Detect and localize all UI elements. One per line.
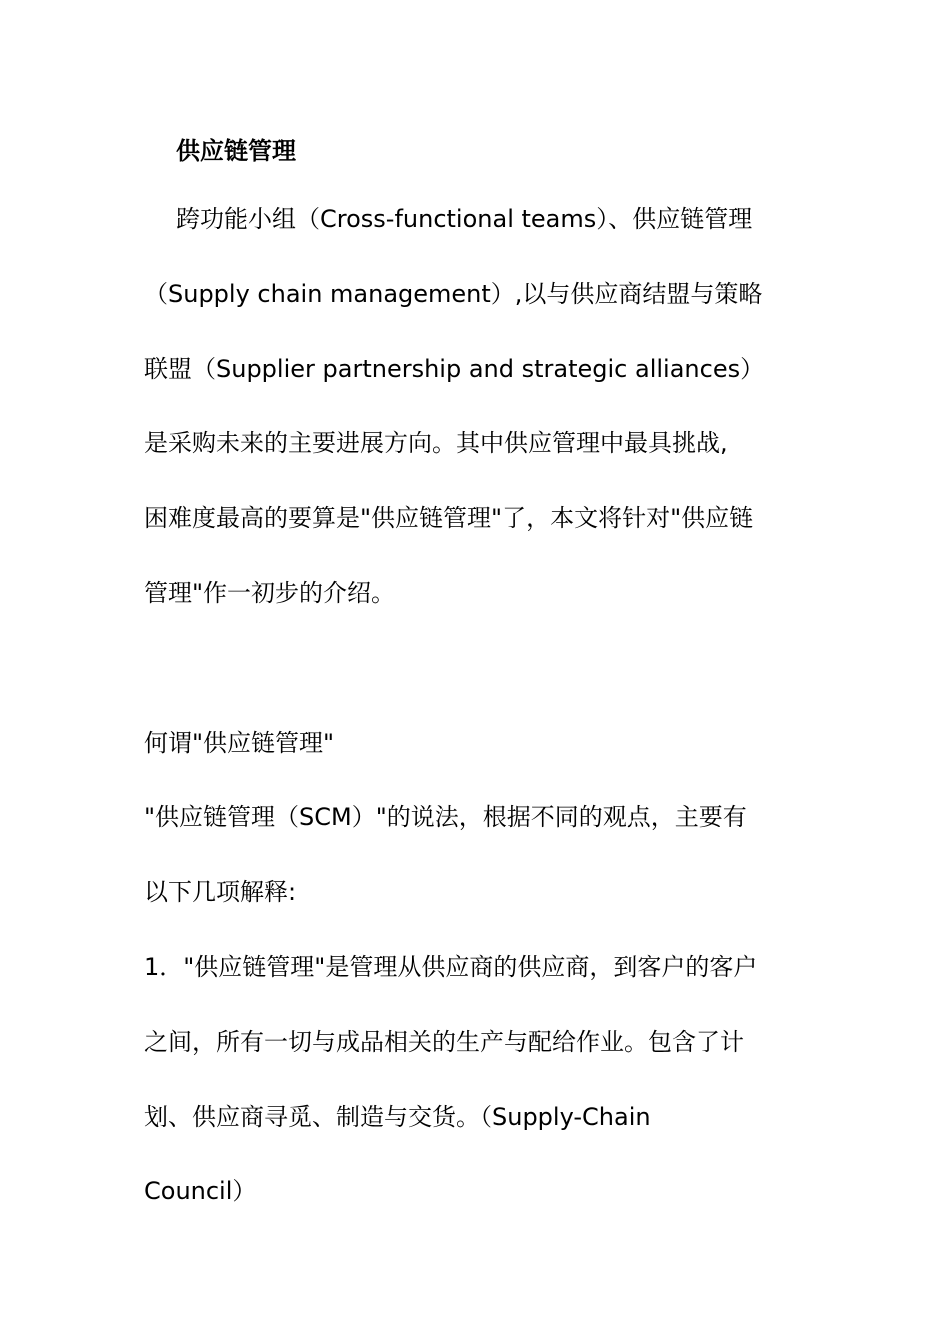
section-line: 1．"供应链管理"是管理从供应商的供应商，到客户的客户	[144, 952, 758, 981]
document-title: 供应链管理	[176, 137, 296, 165]
section-line: Council）	[144, 1177, 257, 1206]
section-paragraph	[144, 706, 806, 1230]
intro-line: 跨功能小组（Cross-functional teams）、供应链管理	[176, 205, 753, 233]
section-line: "供应链管理（SCM）"的说法，根据不同的观点，主要有	[144, 803, 747, 832]
intro-line: 困难度最高的要算是"供应链管理"了，本文将针对"供应链	[144, 504, 754, 533]
intro-line: （Supply chain management）,以与供应商结盟与策略	[144, 279, 763, 308]
intro-paragraph	[144, 182, 806, 631]
section-heading: 何谓"供应链管理"	[144, 728, 335, 757]
document-body	[144, 131, 806, 1229]
intro-line: 管理"作一初步的介绍。	[144, 578, 396, 607]
section-line: 划、供应商寻觅、制造与交货。（Supply-Chain	[144, 1102, 651, 1131]
section-line: 之间，所有一切与成品相关的生产与配给作业。包含了计	[144, 1027, 744, 1056]
paragraph-spacer	[144, 631, 806, 706]
intro-line: 是采购未来的主要进展方向。其中供应管理中最具挑战,	[144, 429, 728, 458]
intro-line: 联盟（Supplier partnership and strategic alliances）	[144, 354, 765, 383]
section-line: 以下几项解释:	[144, 878, 297, 907]
